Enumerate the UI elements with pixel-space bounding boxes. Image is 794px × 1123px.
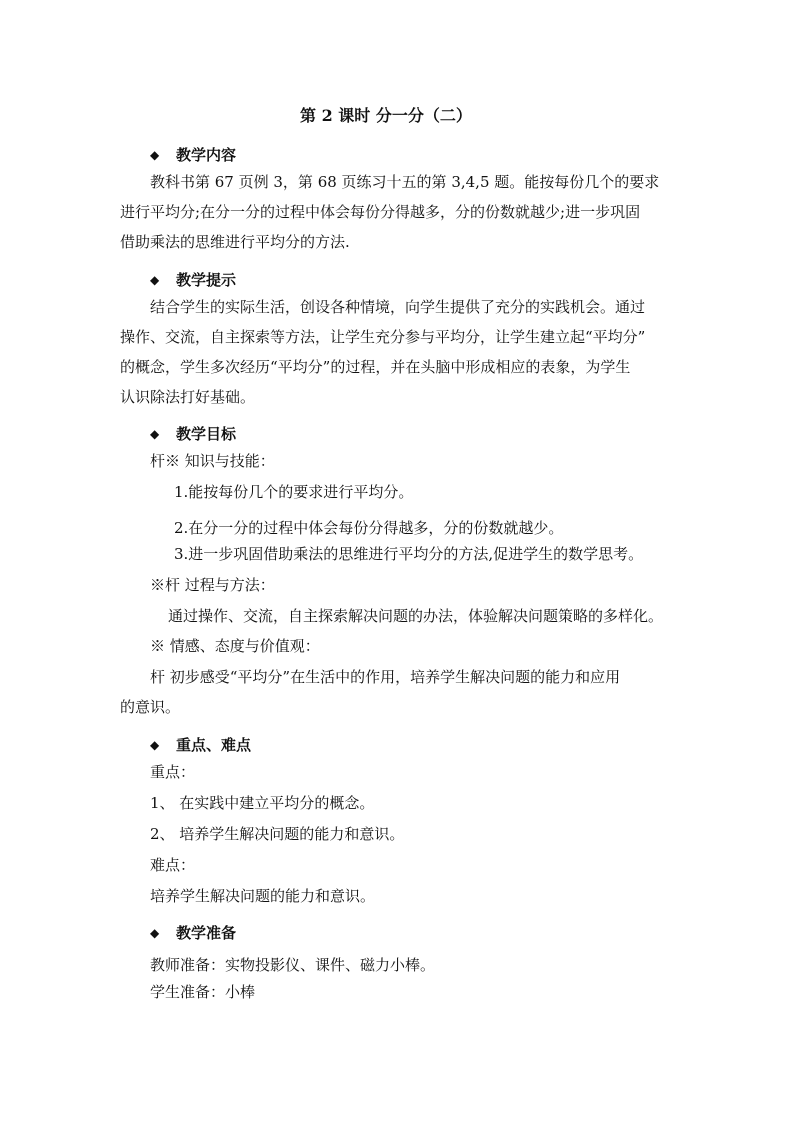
section-heading-content: 教学内容 (176, 146, 237, 164)
prep-student: 学生准备：小棒 (150, 983, 256, 1001)
goals-sub-process: ※杆 过程与方法： (150, 576, 275, 594)
bullet-icon: ◆ (150, 148, 160, 162)
goals-sub-attitude: ※ 情感、态度与价值观： (150, 637, 320, 655)
hint-line-2: 操作、交流，自主探索等方法，让学生充分参与平均分，让学生建立起“平均分” (120, 328, 646, 346)
goals-item-3: 3.进一步巩固借助乘法的思维进行平均分的方法,促进学生的数学思考。 (174, 545, 644, 563)
key-label: 重点： (150, 763, 196, 781)
difficulty-label: 难点： (150, 856, 196, 874)
content-line-1: 教科书第 67 页例 3，第 68 页练习十五的第 3,4,5 题。能按每份几个的要求 (150, 173, 660, 191)
goals-process-text: 通过操作、交流，自主探索解决问题的办法，体验解决问题策略的多样化。 (168, 607, 664, 625)
prep-teacher: 教师准备：实物投影仪、课件、磁力小棒。 (150, 956, 436, 974)
page-title: 第 2 课时 分一分（二） (300, 106, 472, 125)
section-heading-goals: 教学目标 (176, 425, 237, 443)
bullet-icon: ◆ (150, 273, 160, 287)
content-line-3: 借助乘法的思维进行平均分的方法. (120, 233, 350, 251)
section-heading-hint: 教学提示 (176, 271, 237, 289)
section-heading-keypoints: 重点、难点 (176, 736, 252, 754)
hint-line-4: 认识除法打好基础。 (120, 388, 256, 406)
goals-attitude-line-1: 杆 初步感受“平均分”在生活中的作用，培养学生解决问题的能力和应用 (150, 668, 621, 686)
goals-attitude-line-2: 的意识。 (120, 698, 181, 716)
goals-sub-knowledge: 杆※ 知识与技能： (150, 452, 275, 470)
goals-item-2: 2.在分一分的过程中体会每份分得越多，分的份数就越少。 (174, 519, 564, 537)
difficulty-text: 培养学生解决问题的能力和意识。 (150, 887, 376, 905)
goals-item-1: 1.能按每份几个的要求进行平均分。 (174, 483, 414, 501)
section-heading-prep: 教学准备 (176, 924, 237, 942)
hint-line-1: 结合学生的实际生活，创设各种情境，向学生提供了充分的实践机会。通过 (150, 298, 646, 316)
bullet-icon: ◆ (150, 926, 160, 940)
content-line-2: 进行平均分;在分一分的过程中体会每份分得越多，分的份数就越少;进一步巩固 (120, 203, 641, 221)
bullet-icon: ◆ (150, 738, 160, 752)
hint-line-3: 的概念，学生多次经历“平均分”的过程，并在头脑中形成相应的表象，为学生 (120, 358, 631, 376)
key-item-1: 1、 在实践中建立平均分的概念。 (150, 794, 375, 812)
key-item-2: 2、 培养学生解决问题的能力和意识。 (150, 825, 405, 843)
bullet-icon: ◆ (150, 427, 160, 441)
